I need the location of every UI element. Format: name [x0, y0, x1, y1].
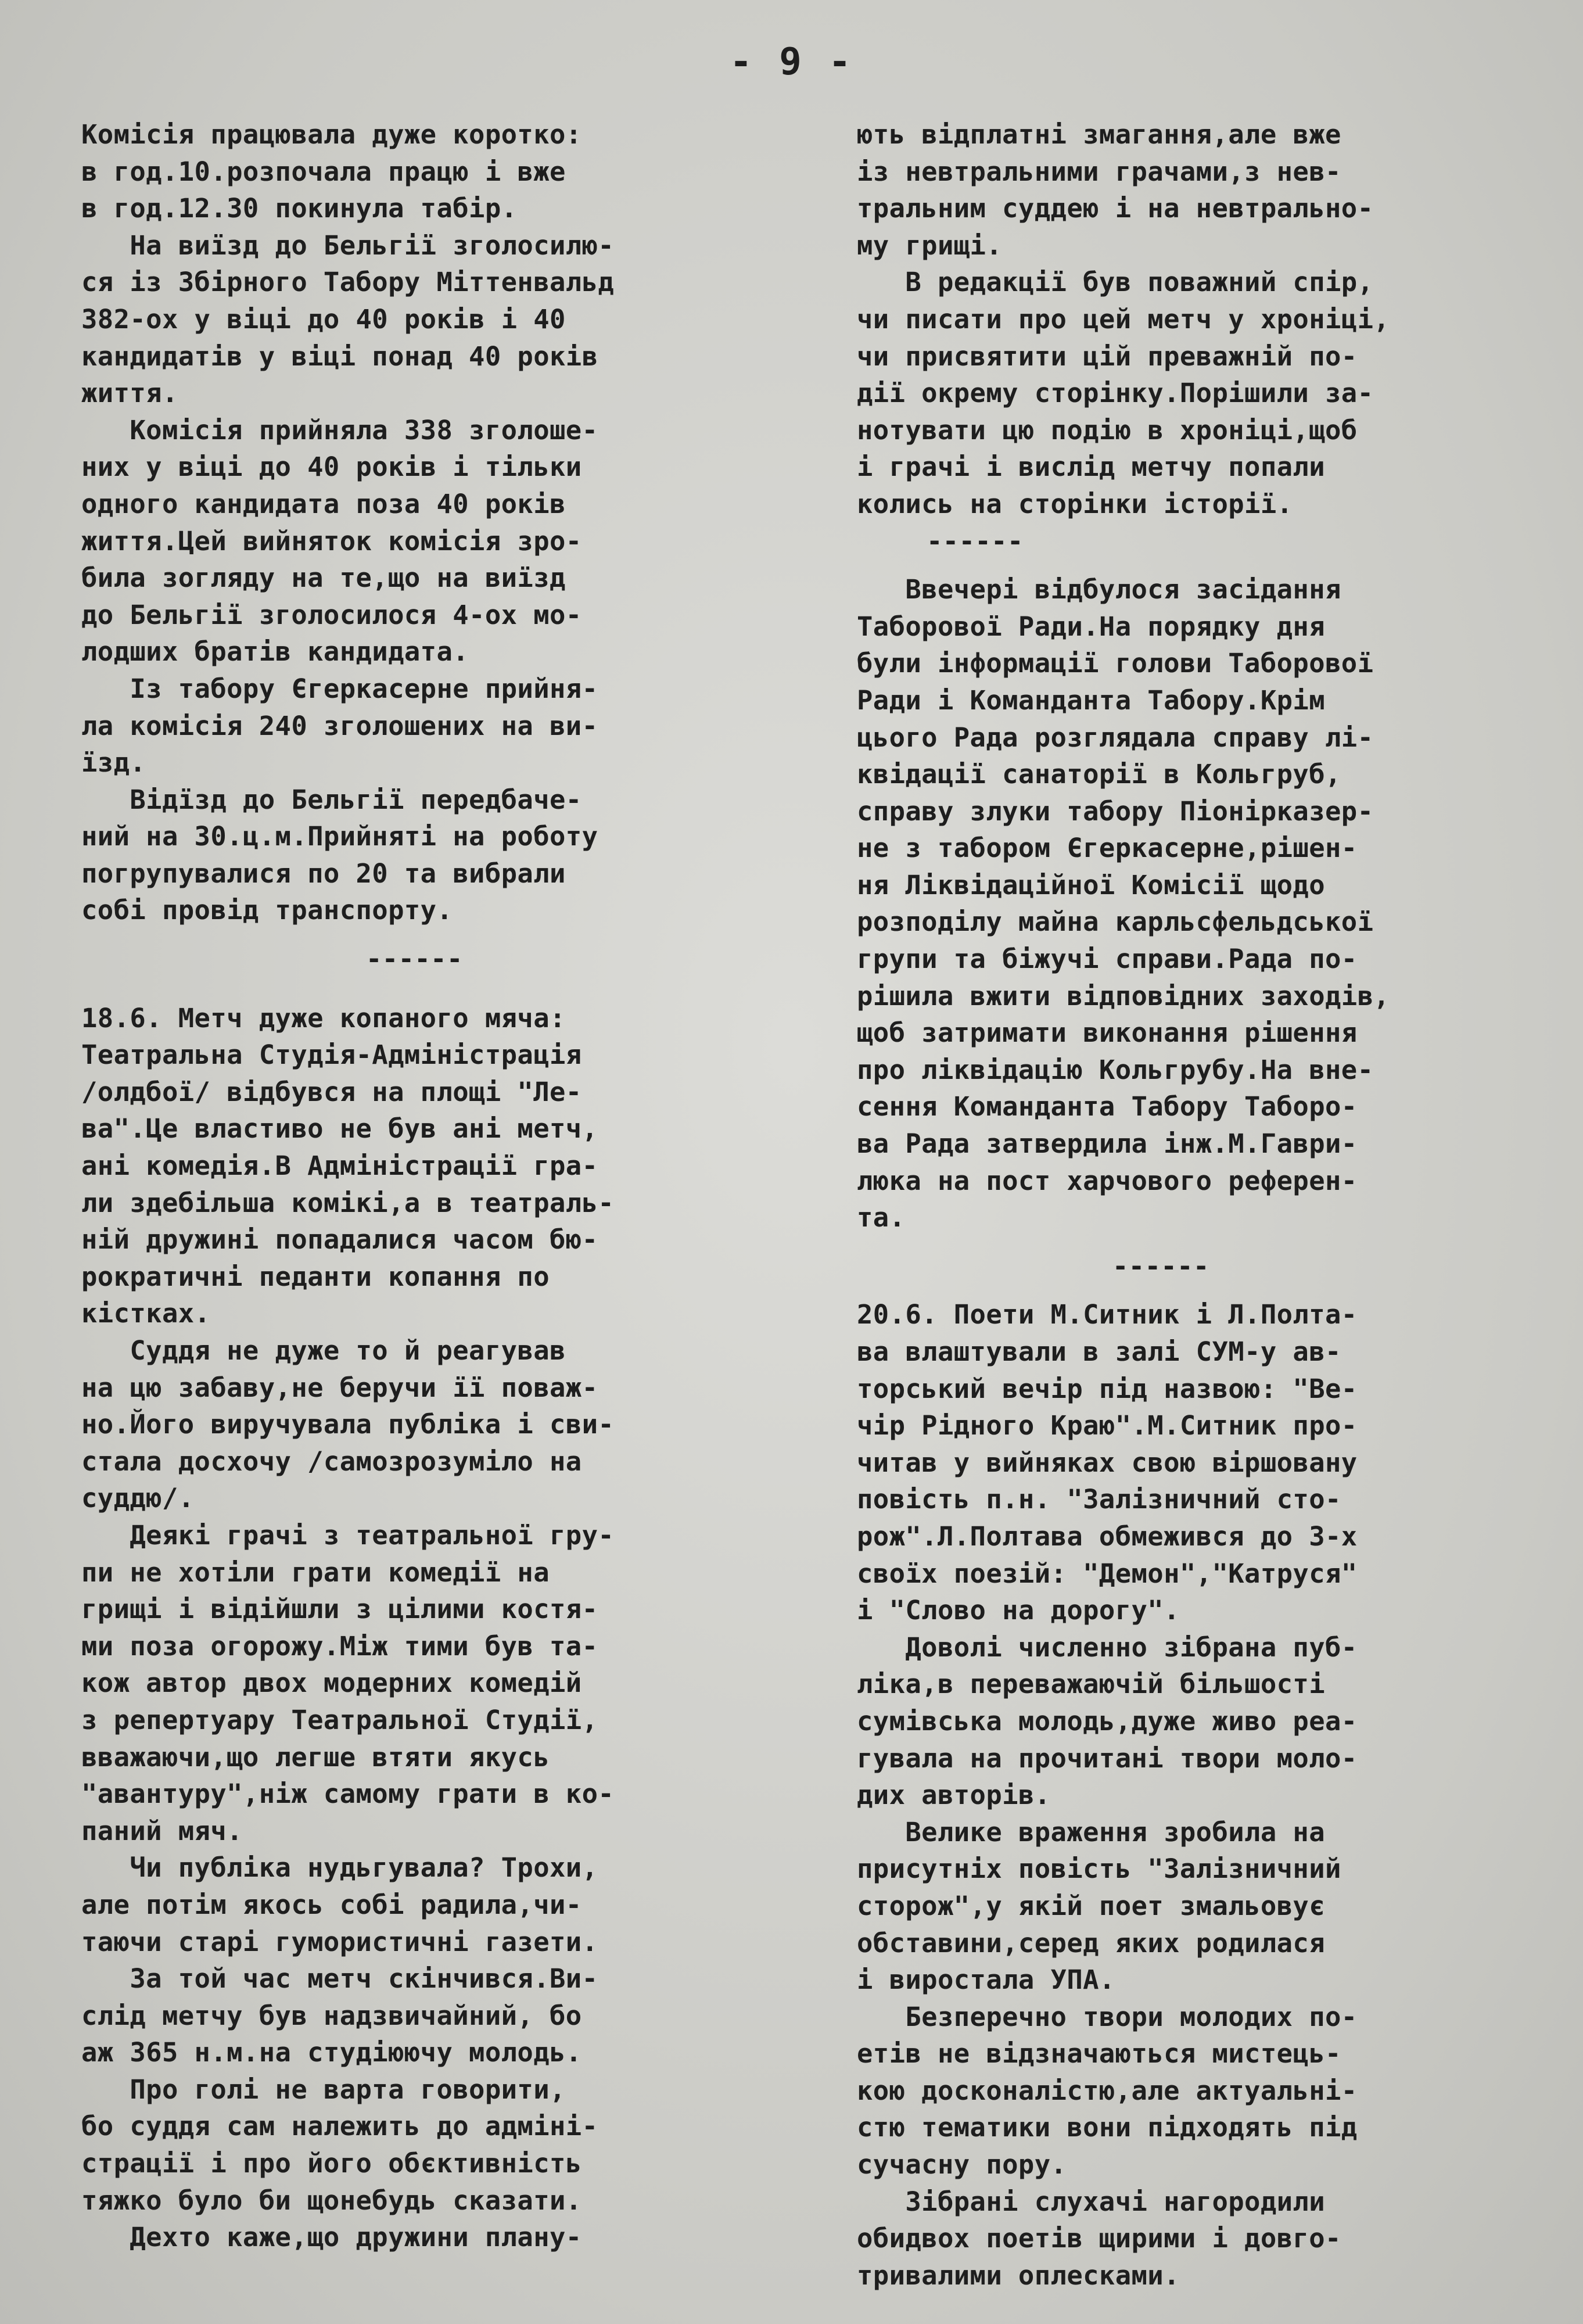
text-line: Ради і Команданта Табору.Крім [857, 684, 1326, 716]
text-line: сучасну пору. [857, 2149, 1067, 2180]
text-line: ній дружині попадалися часом бю- [81, 1224, 598, 1256]
text-line: одного кандидата поза 40 років [81, 488, 566, 519]
text-line: Ввечері відбулося засідання [857, 574, 1341, 605]
text-line: Відїзд до Бельгії передбаче- [81, 784, 582, 815]
text-line: ся із Збірного Табору Міттенвальд [81, 267, 615, 298]
text-line: сторож",у якій поет змальовує [857, 1890, 1326, 1921]
section-separator: ------ [1112, 1250, 1209, 1282]
text-line: кандидатів у віці понад 40 років [81, 340, 598, 372]
text-line: них у віці до 40 років і тільки [81, 451, 582, 483]
text-line: цього Рада розглядала справу лі- [857, 722, 1374, 753]
text-line: суддю/. [81, 1483, 195, 1514]
text-line: ані комедія.В Адміністрації гра- [81, 1150, 598, 1182]
text-line: життя.Цей вийняток комісія зро- [81, 525, 582, 557]
text-line: лодших братів кандидата. [81, 636, 469, 668]
text-line: про ліквідацію Кольгрубу.На вне- [857, 1054, 1374, 1085]
text-line: Зібрані слухачі нагородили [857, 2186, 1326, 2217]
text-line: ва Рада затвердила інж.М.Гаври- [857, 1128, 1358, 1160]
text-line: ють відплатні змагання,але вже [857, 119, 1341, 150]
text-line: на цю забаву,не беручи її поваж- [81, 1372, 598, 1403]
text-line: рож".Л.Полтава обмежився до 3-х [857, 1520, 1358, 1552]
paragraph-poetry-evening [857, 1296, 1551, 1629]
paragraph-goals [81, 2071, 778, 2219]
text-line: сумівська молодь,дуже живо реа- [857, 1705, 1358, 1737]
paragraph-match-result [81, 1960, 778, 2071]
text-line: життя. [81, 378, 178, 409]
text-line: але потім якось собі радила,чи- [81, 1889, 582, 1920]
text-line: щоб затримати виконання рішення [857, 1017, 1358, 1049]
text-line: обставини,серед яких родилася [857, 1927, 1326, 1959]
text-line: таючи старі гумористичні газети. [81, 1926, 598, 1957]
text-line: стала досхочу /самозрозуміло на [81, 1446, 582, 1477]
text-line: За той час метч скінчився.Ви- [81, 1963, 598, 1995]
text-line: в год.10.розпочала працю і вже [81, 156, 566, 187]
text-line: ми поза огорожу.Між тими був та- [81, 1630, 598, 1662]
text-line: 18.6. Метч дуже копаного мяча: [81, 1002, 566, 1034]
text-line: ла комісія 240 зголошених на ви- [81, 710, 598, 741]
text-line: ліка,в переважаючій більшості [857, 1669, 1326, 1700]
right-column [857, 116, 1551, 2294]
text-line: Про голі не варта говорити, [81, 2074, 566, 2105]
text-line: В редакції був поважний спір, [857, 267, 1374, 298]
text-line: нотувати цю подію в хроніці,щоб [857, 414, 1358, 446]
paragraph-editorial-dispute [857, 264, 1551, 522]
text-line: і "Слово на дорогу". [857, 1595, 1180, 1626]
text-line: грищі і відійшли з цілими костя- [81, 1594, 598, 1625]
text-line: і грачі і вислід метчу попали [857, 451, 1326, 483]
paragraph-jegerkaserne [81, 670, 778, 781]
text-line: била зогляду на те,що на виїзд [81, 562, 566, 594]
text-line: до Бельгії зголосилося 4-ох мо- [81, 599, 582, 630]
text-line: му грищі. [857, 229, 1003, 261]
left-column [81, 116, 778, 2256]
text-line: розподілу майна карльсфельдської [857, 906, 1374, 938]
paragraph-young-poets [857, 1999, 1551, 2183]
paragraph-audience [81, 1849, 778, 1960]
text-line: ли здебільша комікі,а в театраль- [81, 1187, 615, 1218]
text-line: чір Рідного Краю".М.Ситник про- [857, 1410, 1358, 1441]
text-line: і виростала УПА. [857, 1964, 1115, 1996]
text-line: рократичні педанти копання по [81, 1261, 550, 1292]
text-line: Велике враження зробила на [857, 1816, 1326, 1848]
text-line: тральним суддею і на невтрально- [857, 193, 1374, 224]
text-line: Таборової Ради.На порядку дня [857, 611, 1326, 642]
paragraph-rematch-continued [857, 116, 1551, 264]
section-separator: ------ [927, 525, 1024, 557]
text-line: На виїзд до Бельгії зголосилю- [81, 229, 615, 261]
text-line: Комісія працювала дуже коротко: [81, 119, 582, 150]
text-line: етів не відзначаються мистець- [857, 2038, 1341, 2070]
text-line: слід метчу був надзвичайний, бо [81, 2000, 582, 2031]
text-line: Деякі грачі з театральної гру- [81, 1519, 615, 1551]
text-line: пи не хотіли грати комедії на [81, 1556, 550, 1588]
section-separator: ------ [366, 944, 463, 975]
paragraph-referee [81, 1332, 778, 1517]
text-line: чи присвятити цій преважній по- [857, 340, 1358, 372]
text-line: страції і про його обєктивність [81, 2148, 582, 2179]
paragraph-great-impression [857, 1814, 1551, 1999]
text-line: своїх поезій: "Демон","Катруся" [857, 1558, 1358, 1589]
text-line: Чи публіка нудьгувала? Трохи, [81, 1852, 598, 1884]
text-line: ва".Це властиво не був ані метч, [81, 1113, 598, 1145]
paragraph-football-match [81, 1000, 778, 1332]
text-line: присутніх повість "Залізничний [857, 1853, 1341, 1885]
paragraph-camp-council [857, 571, 1551, 1236]
text-line: кістках. [81, 1298, 211, 1329]
paragraph-rematch [81, 2219, 778, 2256]
paragraph-departure [81, 781, 778, 929]
text-line: Безперечно твори молодих по- [857, 2001, 1358, 2032]
text-line: 20.6. Поети М.Ситник і Л.Полта- [857, 1299, 1358, 1330]
text-line: із невтральними грачами,з нев- [857, 156, 1341, 187]
text-line: Дехто каже,що дружини плану- [81, 2222, 582, 2253]
text-line: Із табору Єгеркасерне прийня- [81, 673, 598, 704]
text-line: ня Ліквідаційної Комісії щодо [857, 869, 1326, 901]
text-line: /олдбої/ відбувся на площі "Ле- [81, 1076, 582, 1107]
text-line: справу злуки табору Піонірказер- [857, 795, 1374, 827]
text-line: аж 365 н.м.на студіюючу молодь. [81, 2037, 582, 2068]
text-line: гувала на прочитані твори моло- [857, 1742, 1358, 1774]
text-line: 382-ох у віці до 40 років і 40 [81, 303, 566, 335]
text-line: торський вечір під назвою: "Ве- [857, 1373, 1358, 1404]
text-line: групи та біжучі справи.Рада по- [857, 944, 1358, 975]
text-line: їзд. [81, 747, 146, 779]
text-line: "авантуру",ніж самому грати в ко- [81, 1778, 615, 1810]
text-line: Театральна Студія-Адміністрація [81, 1039, 582, 1071]
text-line: Доволі численно зібрана пуб- [857, 1631, 1358, 1663]
text-line: Комісія прийняла 338 зголоше- [81, 414, 598, 446]
paragraph-accepted-applicants [81, 412, 778, 670]
text-line: не з табором Єгеркасерне,рішен- [857, 833, 1358, 864]
paragraph-applause [857, 2183, 1551, 2294]
text-line: сення Команданта Табору Таборо- [857, 1091, 1358, 1122]
text-line: ний на 30.ц.м.Прийняті на роботу [81, 821, 598, 852]
text-line: ва влаштували в залі СУМ-у ав- [857, 1336, 1341, 1367]
text-line: рішила вжити відповідних заходів, [857, 980, 1390, 1012]
text-line: квідації санаторії в Кольгруб, [857, 759, 1341, 790]
text-line: колись на сторінки історії. [857, 488, 1293, 519]
paragraph-belgium-applicants [81, 227, 778, 412]
text-line: в год.12.30 покинула табір. [81, 193, 518, 224]
text-line: тяжко було би щонебудь сказати. [81, 2185, 582, 2216]
text-line: були інформації голови Таборової [857, 648, 1374, 679]
paragraph-audience-reaction [857, 1629, 1551, 1814]
text-line: кою досконалістю,але актуальні- [857, 2075, 1358, 2106]
page-number: - 9 - [730, 41, 853, 84]
text-line: бо суддя сам належить до адміні- [81, 2111, 598, 2142]
paragraph-players-left [81, 1517, 778, 1849]
text-line: Суддя не дуже то й реагував [81, 1335, 566, 1366]
text-line: дії окрему сторінку.Порішили за- [857, 378, 1374, 409]
text-line: собі провід транспорту. [81, 895, 453, 926]
text-line: чи писати про цей метч у хроніці, [857, 303, 1390, 335]
text-line: повість п.н. "Залізничний сто- [857, 1484, 1341, 1515]
text-line: та. [857, 1202, 906, 1233]
text-line: кож автор двох модерних комедій [81, 1667, 582, 1699]
text-line: з репертуару Театральної Студії, [81, 1704, 598, 1735]
paragraph-commission-work [81, 116, 778, 227]
text-line: погрупувалися по 20 та вибрали [81, 858, 566, 889]
text-line: стю тематики вони підходять під [857, 2112, 1358, 2143]
text-line: люка на пост харчового референ- [857, 1165, 1358, 1196]
text-line: дих авторів. [857, 1780, 1051, 1811]
text-line: обидвох поетів щирими і довго- [857, 2223, 1341, 2254]
text-line: вважаючи,що легше втяти якусь [81, 1741, 550, 1773]
text-line: но.Його виручувала публіка і сви- [81, 1409, 615, 1440]
text-line: паний мяч. [81, 1815, 243, 1846]
text-line: тривалими оплесками. [857, 2260, 1180, 2291]
text-line: читав у вийняках свою віршовану [857, 1447, 1358, 1478]
